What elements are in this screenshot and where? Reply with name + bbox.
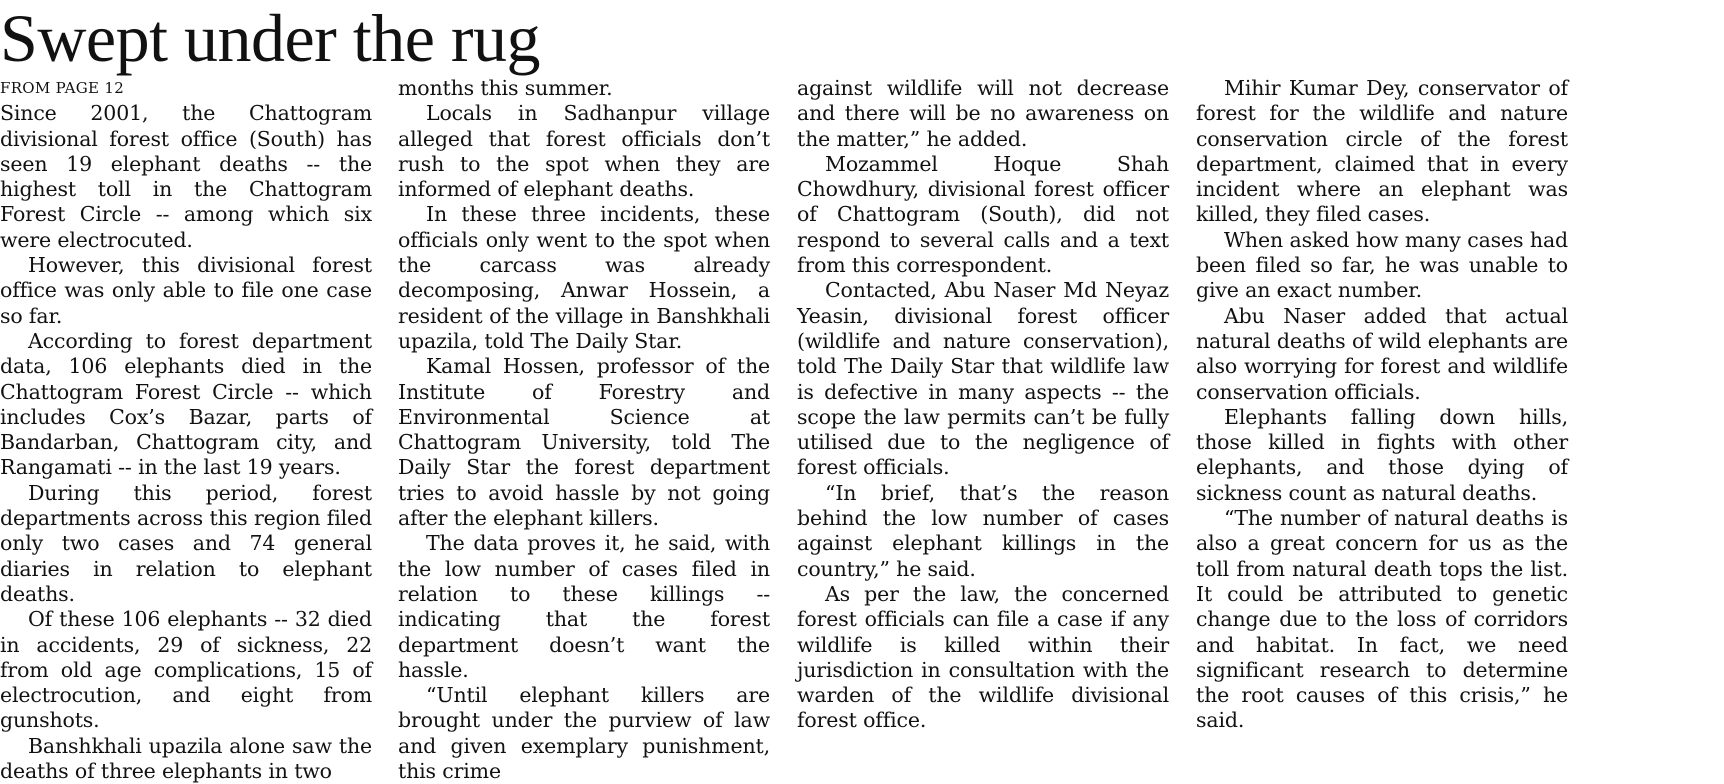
paragraph: In these three incidents, these officials only went to the spot when the carcass was already decomposing, Anwar Hossein, a resident of the village in Banshkhali upazila, told The Daily Star. [398, 202, 770, 353]
article-column-2 [398, 76, 770, 784]
paragraph: When asked how many cases had been filed so far, he was unable to give an exact number. [1196, 227, 1568, 303]
paragraph: Kamal Hossen, professor of the Institute of Forestry and Environmental Science at Chattogram University, told The Daily Star the forest department tries to avoid hassle by not going after the elephant killers. [398, 354, 770, 531]
paragraph: Contacted, Abu Naser Md Neyaz Yeasin, divisional forest officer (wildlife and nature conservation), told The Daily Star that wildlife law is defective in many aspects -- the scope the law permits can’t be fully utilised due to the negligence of forest officials. [797, 278, 1169, 480]
paragraph: Since 2001, the Chattogram divisional forest office (South) has seen 19 elephant deaths -- the highest toll in the Chattogram Forest Circle -- among which six were electrocuted. [0, 101, 372, 252]
paragraph: However, this divisional forest office was only able to file one case so far. [0, 253, 372, 328]
paragraph: Banshkhali upazila alone saw the deaths of three elephants in two [0, 733, 372, 784]
jump-line: FROM PAGE 12 [0, 79, 125, 97]
paragraph: Locals in Sadhanpur village alleged that forest officials don’t rush to the spot when they are informed of elephant deaths. [398, 101, 770, 202]
article-column-4 [1196, 76, 1568, 734]
paragraph: months this summer. [398, 76, 613, 100]
paragraph: During this period, forest departments across this region filed only two cases and 74 general diaries in relation to elephant deaths. [0, 480, 372, 606]
article-column-1 [0, 76, 372, 784]
article-column-3 [797, 76, 1169, 734]
paragraph: According to forest department data, 106 elephants died in the Chattogram Forest Circle -- which includes Cox’s Bazar, parts of Bandarban, Chattogram city, and Rangamati -- in the last 19 years. [0, 328, 372, 480]
article-headline: Swept under the rug [0, 0, 541, 76]
paragraph: “In brief, that’s the reason behind the low number of cases against elephant killings in the country,” he said. [797, 480, 1169, 581]
paragraph: against wildlife will not decrease and there will be no awareness on the matter,” he added. [797, 76, 1169, 151]
paragraph: “The number of natural deaths is also a great concern for us as the toll from natural death tops the list. It could be attributed to genetic change due to the loss of corridors and habitat. In fact, we need significant research to determine the root causes of this crisis,” he said. [1196, 506, 1568, 733]
paragraph: “Until elephant killers are brought under the purview of law and given exemplary punishment, this crime [398, 683, 770, 784]
paragraph: The data proves it, he said, with the low number of cases filed in relation to these killings -- indicating that the forest department doesn’t want the hassle. [398, 531, 770, 682]
paragraph: Mozammel Hoque Shah Chowdhury, divisional forest officer of Chattogram (South), did not respond to several calls and a text from this correspondent. [797, 151, 1169, 278]
article-body [0, 76, 1724, 784]
paragraph: Elephants falling down hills, those killed in fights with other elephants, and those dying of sickness count as natural deaths. [1196, 404, 1568, 505]
paragraph: Mihir Kumar Dey, conservator of forest for the wildlife and nature conservation circle of the forest department, claimed that in every incident where an elephant was killed, they filed cases. [1196, 76, 1568, 227]
paragraph: Abu Naser added that actual natural deaths of wild elephants are also worrying for forest and wildlife conservation officials. [1196, 303, 1568, 404]
paragraph: Of these 106 elephants -- 32 died in accidents, 29 of sickness, 22 from old age complications, 15 of electrocution, and eight from gunshots. [0, 607, 372, 733]
paragraph: As per the law, the concerned forest officials can file a case if any wildlife is killed within their jurisdiction in consultation with the warden of the wildlife divisional forest office. [797, 581, 1169, 733]
